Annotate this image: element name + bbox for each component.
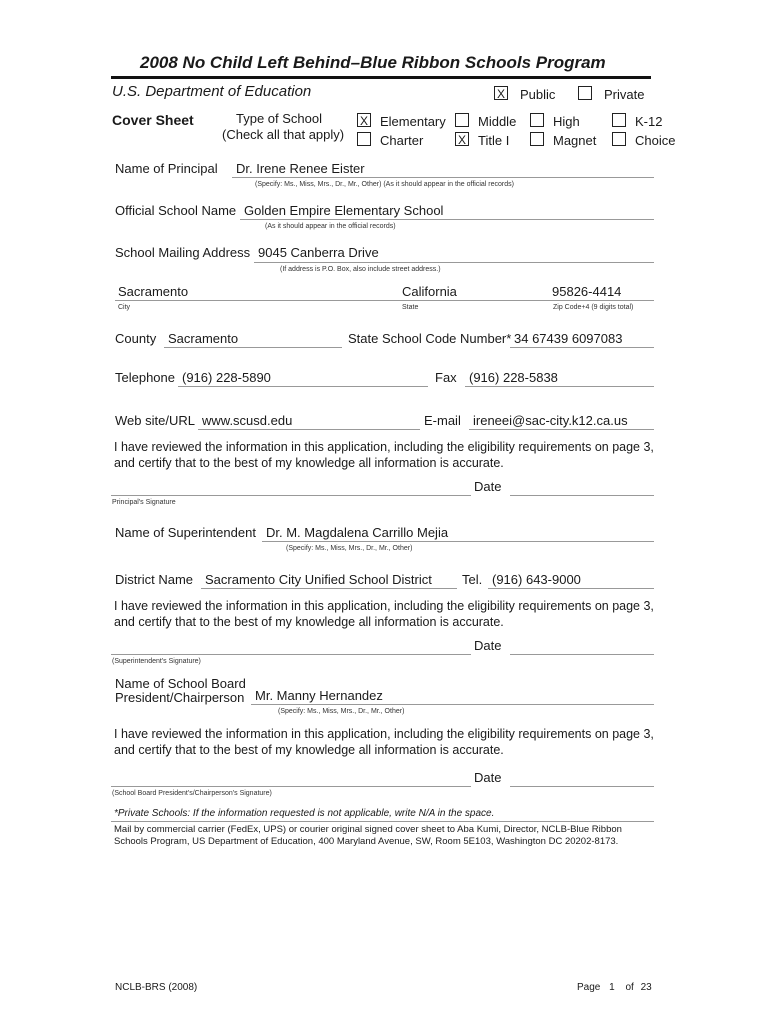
board-label-line1: Name of School Board xyxy=(115,676,246,691)
board-signature-hint: (School Board President's/Chairperson's Signature) xyxy=(112,790,272,797)
of-word: of xyxy=(625,982,634,993)
superintendent-hint: (Specify: Ms., Miss, Mrs., Dr., Mr., Other) xyxy=(286,545,413,552)
superintendent-date-label: Date xyxy=(474,638,502,653)
page-word: Page xyxy=(577,982,601,993)
charter-checkbox[interactable] xyxy=(357,132,371,146)
website-line xyxy=(198,429,420,430)
city-hint: City xyxy=(118,304,131,311)
fax-label: Fax xyxy=(435,370,457,385)
board-hint: (Specify: Ms., Miss, Mrs., Dr., Mr., Other) xyxy=(278,708,405,715)
superintendent-certification-text: I have reviewed the information in this application, including the eligibility requirements on page 3, and certify that to the best of my knowledge all information is accurate. xyxy=(114,599,654,629)
superintendent-label: Name of Superintendent xyxy=(115,525,256,540)
cover-sheet-heading: Cover Sheet xyxy=(112,112,194,128)
address-field[interactable]: 9045 Canberra Drive xyxy=(258,245,379,260)
choice-checkbox[interactable] xyxy=(612,132,626,146)
state-code-label: State School Code Number* xyxy=(348,331,512,346)
superintendent-field[interactable]: Dr. M. Magdalena Carrillo Mejia xyxy=(266,525,449,540)
private-label: Private xyxy=(604,87,645,102)
department-name: U.S. Department of Education xyxy=(112,83,312,100)
fax-line xyxy=(465,386,654,387)
principal-signature-hint: Principal's Signature xyxy=(112,499,176,506)
school-name-field[interactable]: Golden Empire Elementary School xyxy=(244,203,444,218)
zip-hint: Zip Code+4 (9 digits total) xyxy=(553,304,634,311)
city-field[interactable]: Sacramento xyxy=(118,284,189,299)
telephone-label: Telephone xyxy=(115,370,175,385)
board-line xyxy=(251,704,654,705)
middle-label: Middle xyxy=(478,114,517,129)
choice-label: Choice xyxy=(635,133,676,148)
county-label: County xyxy=(115,331,157,346)
type-of-school-label: Type of School xyxy=(236,111,322,126)
telephone-field[interactable]: (916) 228-5890 xyxy=(182,370,271,385)
magnet-checkbox[interactable] xyxy=(530,132,544,146)
principal-certification-text: I have reviewed the information in this application, including the eligibility requirements on page 3, and certify that to the best of my knowledge all information is accurate. xyxy=(114,440,654,470)
private-schools-note: *Private Schools: If the information requested is not applicable, write N/A in the space. xyxy=(114,808,495,819)
city-state-zip-line xyxy=(115,300,654,301)
superintendent-signature-hint: (Superintendent's Signature) xyxy=(112,658,201,665)
magnet-label: Magnet xyxy=(553,133,597,148)
principal-date-line[interactable] xyxy=(510,495,654,496)
address-label: School Mailing Address xyxy=(115,245,251,260)
title-i-checkbox[interactable]: X xyxy=(455,132,469,146)
district-label: District Name xyxy=(115,572,194,587)
telephone-line xyxy=(178,386,428,387)
title-i-label: Title I xyxy=(478,133,510,148)
middle-checkbox[interactable] xyxy=(455,113,469,127)
superintendent-date-line[interactable] xyxy=(510,654,654,655)
elementary-label: Elementary xyxy=(380,114,446,129)
email-line xyxy=(469,429,654,430)
state-field[interactable]: California xyxy=(402,284,457,299)
state-code-line xyxy=(510,347,654,348)
form-id: NCLB-BRS (2008) xyxy=(115,982,198,993)
board-certification-text: I have reviewed the information in this application, including the eligibility requirements on page 3, and certify that to the best of my knowledge all information is accurate. xyxy=(114,727,654,757)
board-date-line[interactable] xyxy=(510,786,654,787)
elementary-checkbox[interactable]: X xyxy=(357,113,371,127)
principal-field[interactable]: Dr. Irene Renee Eister xyxy=(236,161,365,176)
school-name-label: Official School Name xyxy=(115,203,237,218)
district-line xyxy=(201,588,457,589)
page-indicator xyxy=(577,982,652,993)
state-code-field[interactable]: 34 67439 6097083 xyxy=(514,331,623,346)
k12-label: K-12 xyxy=(635,114,663,129)
principal-hint: (Specify: Ms., Miss, Mrs., Dr., Mr., Other) (As it should appear in the official records) xyxy=(255,181,514,188)
private-checkbox[interactable] xyxy=(578,86,592,100)
school-name-hint: (As it should appear in the official records) xyxy=(265,223,396,230)
district-field[interactable]: Sacramento City Unified School District xyxy=(205,572,432,587)
state-hint: State xyxy=(402,304,419,311)
k12-checkbox[interactable] xyxy=(612,113,626,127)
high-checkbox[interactable] xyxy=(530,113,544,127)
principal-line xyxy=(232,177,654,178)
mailing-instructions: Mail by commercial carrier (FedEx, UPS) or courier original signed cover sheet to Aba Kumi, Director, NCLB-Blue Ribbon Schools Program, US Department of Education, 400 Maryland Avenue, SW, Room 5E103, Washington DC 20202-8173. xyxy=(114,824,622,847)
address-line xyxy=(254,262,654,263)
page-number: 1 xyxy=(609,982,615,993)
address-hint: (If address is P.O. Box, also include street address.) xyxy=(280,266,441,273)
superintendent-line xyxy=(262,541,654,542)
principal-date-label: Date xyxy=(474,479,502,494)
email-label: E-mail xyxy=(424,413,461,428)
board-field[interactable]: Mr. Manny Hernandez xyxy=(255,688,383,703)
fax-field[interactable]: (916) 228-5838 xyxy=(469,370,558,385)
board-signature-line[interactable] xyxy=(111,786,471,787)
page-total: 23 xyxy=(640,982,652,993)
page-title: 2008 No Child Left Behind–Blue Ribbon Schools Program xyxy=(140,53,606,72)
public-label: Public xyxy=(520,87,556,102)
public-checkbox[interactable]: X xyxy=(494,86,508,100)
charter-label: Charter xyxy=(380,133,424,148)
superintendent-signature-line[interactable] xyxy=(111,654,471,655)
principal-label: Name of Principal xyxy=(115,161,218,176)
county-field[interactable]: Sacramento xyxy=(168,331,239,346)
website-field[interactable]: www.scusd.edu xyxy=(202,413,293,428)
board-date-label: Date xyxy=(474,770,502,785)
principal-signature-line[interactable] xyxy=(111,495,471,496)
email-field[interactable]: ireneei@sac-city.k12.ca.us xyxy=(473,413,628,428)
district-tel-label: Tel. xyxy=(462,572,483,587)
board-label-line2: President/Chairperson xyxy=(115,690,245,705)
district-tel-field[interactable]: (916) 643-9000 xyxy=(492,572,581,587)
notes-rule xyxy=(111,821,654,822)
type-of-school-hint: (Check all that apply) xyxy=(222,127,345,142)
school-name-line xyxy=(240,219,654,220)
website-label: Web site/URL xyxy=(115,413,195,428)
county-line xyxy=(164,347,342,348)
title-rule xyxy=(111,76,651,79)
zip-field[interactable]: 95826-4414 xyxy=(552,284,622,299)
high-label: High xyxy=(553,114,580,129)
district-tel-line xyxy=(488,588,654,589)
